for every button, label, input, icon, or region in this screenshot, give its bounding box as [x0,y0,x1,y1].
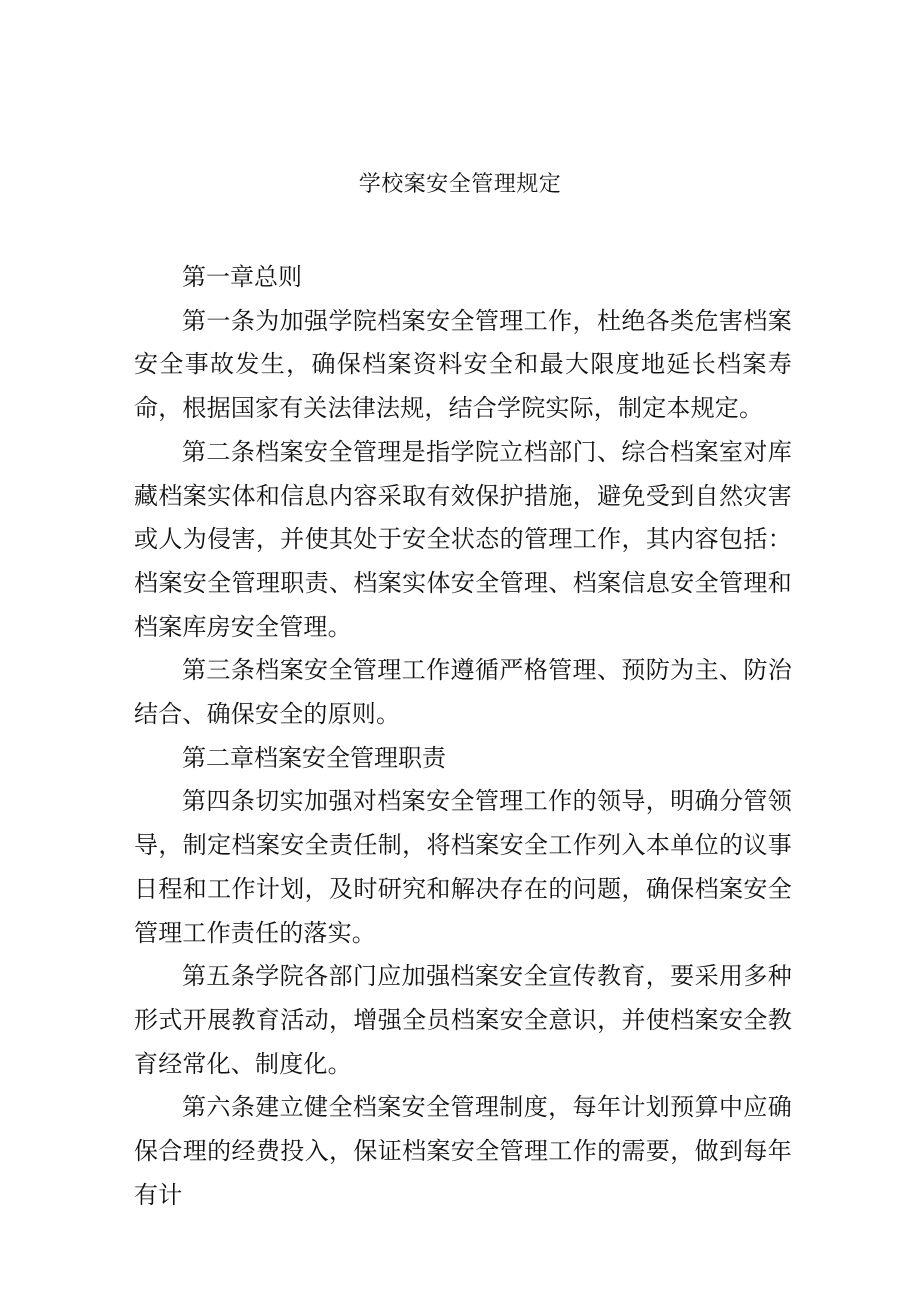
article-paragraph: 第一条为加强学院档案安全管理工作，杜绝各类危害档案安全事故发生，确保档案资料安全和最大限度地延长档案寿命，根据国家有关法律法规，结合学院实际，制定本规定。 [134,306,792,423]
article-paragraph: 第四条切实加强对档案安全管理工作的领导，明确分管领导，制定档案安全责任制，将档案安全工作列入本单位的议事日程和工作计划，及时研究和解决存在的问题，确保档案安全管理工作责任的落实。 [134,787,792,947]
page-title: 学校案安全管理规定 [358,172,562,197]
article-paragraph: 第五条学院各部门应加强档案安全宣传教育，要采用多种形式开展教育活动，增强全员档案安全意识，并使档案安全教育经常化、制度化。 [134,962,792,1078]
chapter-heading: 第一章总则 [182,263,302,291]
article-paragraph: 第三条档案安全管理工作遵循严格管理、预防为主、防治结合、确保安全的原则。 [134,656,792,729]
chapter-heading: 第二章档案安全管理职责 [182,743,446,772]
article-paragraph: 第二条档案安全管理是指学院立档部门、综合档案室对库藏档案实体和信息内容采取有效保护措施，避免受到自然灾害或人为侵害，并使其处于安全状态的管理工作，其内容包括：档案安全管理职责、档案实体安全管理、档案信息安全管理和档案库房安全管理。 [134,437,792,641]
article-paragraph: 第六条建立健全档案安全管理制度，每年计划预算中应确保合理的经费投入，保证档案安全管理工作的需要，做到每年有计 [134,1093,792,1209]
document-body [134,256,792,1217]
